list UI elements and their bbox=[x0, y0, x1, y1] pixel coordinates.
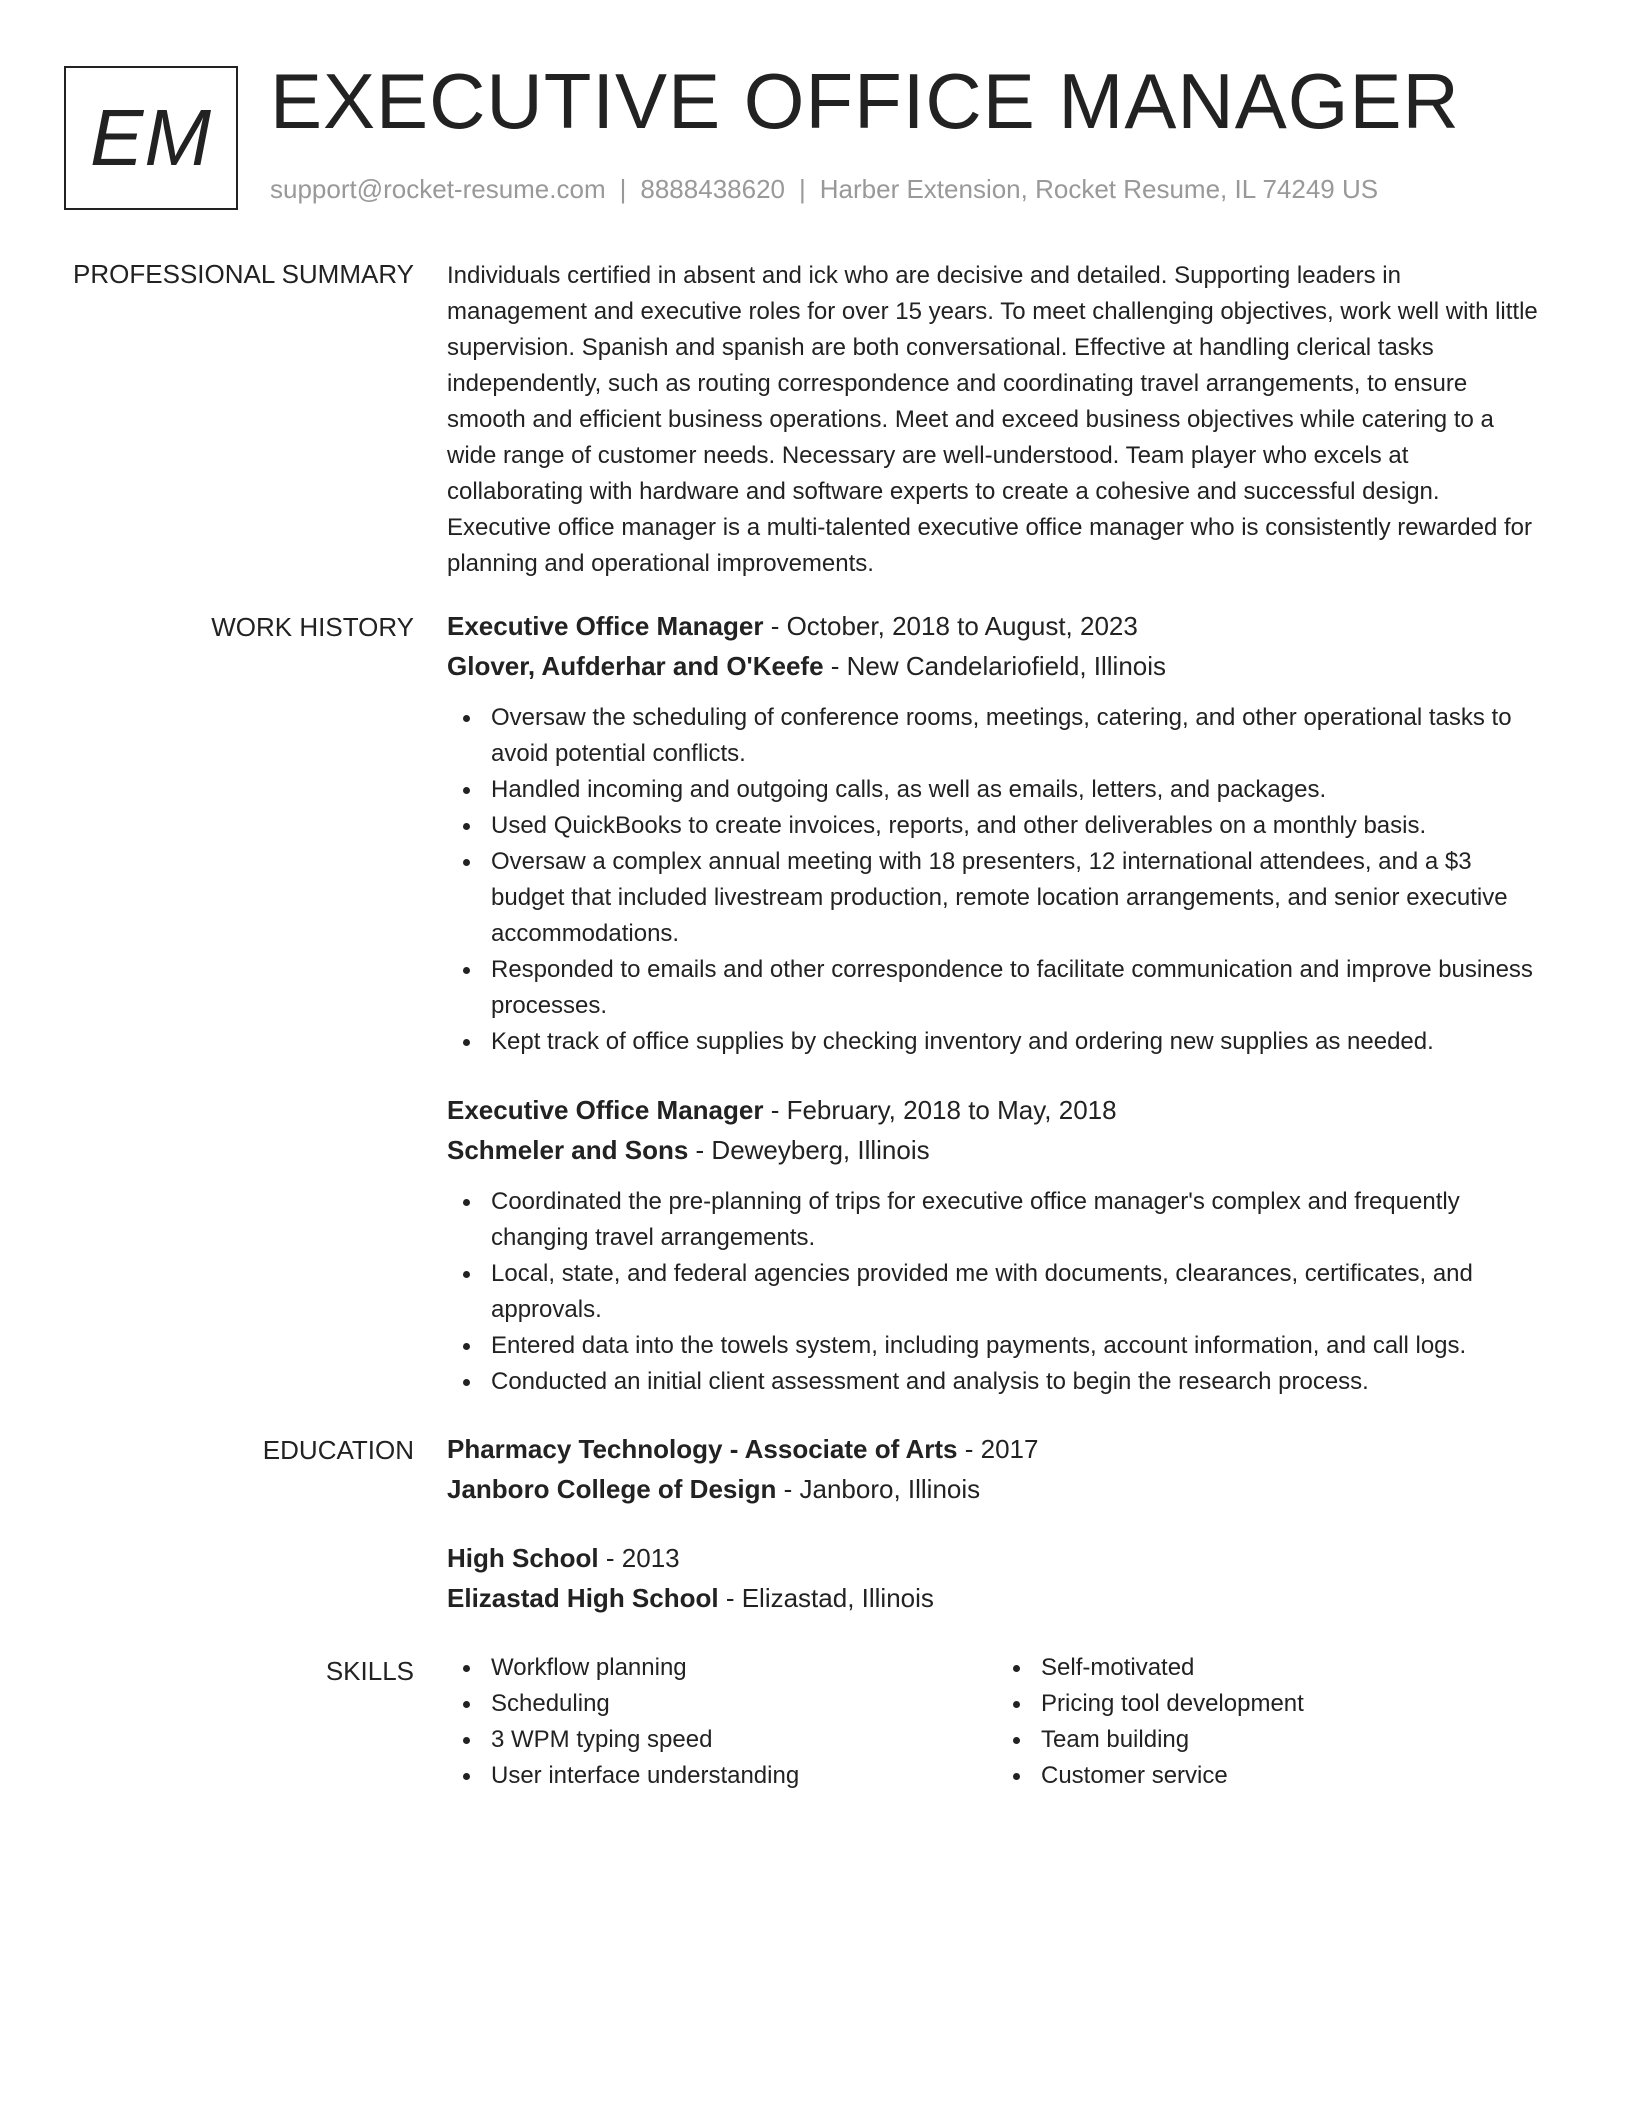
resume-title: EXECUTIVE OFFICE MANAGER bbox=[270, 57, 1460, 145]
graduation-year: - 2013 bbox=[598, 1543, 680, 1573]
work-history-heading: WORK HISTORY bbox=[211, 612, 414, 642]
job-dates: - October, 2018 to August, 2023 bbox=[763, 611, 1138, 641]
school-location: - Janboro, Illinois bbox=[776, 1474, 981, 1504]
skill-item: Customer service bbox=[997, 1758, 1547, 1794]
summary-heading: PROFESSIONAL SUMMARY bbox=[73, 259, 414, 289]
contact-line bbox=[270, 174, 1378, 205]
school-name: Elizastad High School bbox=[447, 1583, 719, 1613]
school-name: Janboro College of Design bbox=[447, 1474, 777, 1504]
job-bullet: Local, state, and federal agencies provided me with documents, clearances, certificates, and approvals. bbox=[447, 1256, 1547, 1328]
job-location: - Deweyberg, Illinois bbox=[688, 1135, 930, 1165]
education-heading: EDUCATION bbox=[262, 1435, 414, 1465]
job-bullet: Oversaw the scheduling of conference rooms, meetings, catering, and other operational tasks to avoid potential conflicts. bbox=[447, 700, 1547, 772]
job-company-line bbox=[447, 646, 1547, 686]
contact-email: support@rocket-resume.com bbox=[270, 174, 606, 204]
degree-line bbox=[447, 1538, 1547, 1578]
contact-phone: 8888438620 bbox=[640, 174, 785, 204]
skill-item: Workflow planning bbox=[447, 1650, 997, 1686]
job-title: Executive Office Manager bbox=[447, 1095, 764, 1125]
skills-section bbox=[447, 1650, 1547, 1794]
job-bullet: Kept track of office supplies by checking inventory and ordering new supplies as needed. bbox=[447, 1024, 1547, 1060]
job-dates: - February, 2018 to May, 2018 bbox=[763, 1095, 1117, 1125]
education-entry bbox=[447, 1429, 1547, 1509]
job-bullet-list bbox=[447, 700, 1547, 1060]
skill-item: 3 WPM typing speed bbox=[447, 1722, 997, 1758]
degree-line bbox=[447, 1429, 1547, 1469]
skill-item: Pricing tool development bbox=[997, 1686, 1547, 1722]
skills-column-left bbox=[447, 1650, 997, 1794]
job-bullet: Handled incoming and outgoing calls, as well as emails, letters, and packages. bbox=[447, 772, 1547, 808]
job-bullet-list bbox=[447, 1184, 1547, 1400]
skills-list bbox=[447, 1650, 997, 1794]
contact-separator: | bbox=[619, 174, 627, 204]
monogram-initials: EM bbox=[90, 93, 212, 182]
skills-list bbox=[997, 1650, 1547, 1794]
skills-heading: SKILLS bbox=[325, 1656, 414, 1686]
job-company-line bbox=[447, 1130, 1547, 1170]
skill-item: Self-motivated bbox=[997, 1650, 1547, 1686]
contact-separator: | bbox=[799, 174, 806, 204]
job-title: Executive Office Manager bbox=[447, 611, 764, 641]
skills-column-right bbox=[997, 1650, 1547, 1794]
skills-grid bbox=[447, 1650, 1547, 1794]
skill-item: Team building bbox=[997, 1722, 1547, 1758]
job-bullet: Conducted an initial client assessment and analysis to begin the research process. bbox=[447, 1364, 1547, 1400]
job-bullet: Oversaw a complex annual meeting with 18 presenters, 12 international attendees, and a $3 budget that included livestream production, remote location arrangements, and senior executive accommodations. bbox=[447, 844, 1547, 952]
summary-text: Individuals certified in absent and ick who are decisive and detailed. Supporting leaders in management and executive roles for over 15 years. To meet challenging objectives, work well with little supervision. Spanish and spanish are both conversational. Effective at handling clerical tasks independently, such as routing correspondence and coordinating travel arrangements, to ensure smooth and efficient business operations. Meet and exceed business objectives while catering to a wide range of customer needs. Necessary are well-understood. Team player who excels at collaborating with hardware and software experts to create a cohesive and successful design. Executive office manager is a multi-talented executive office manager who is consistently rewarded for planning and operational improvements. bbox=[447, 262, 1538, 577]
job-title-line bbox=[447, 606, 1547, 646]
monogram-box bbox=[64, 66, 238, 210]
job-bullet: Used QuickBooks to create invoices, reports, and other deliverables on a monthly basis. bbox=[447, 808, 1547, 844]
school-line bbox=[447, 1578, 1547, 1618]
skill-item: User interface understanding bbox=[447, 1758, 997, 1794]
job-bullet: Entered data into the towels system, including payments, account information, and call logs. bbox=[447, 1328, 1547, 1364]
graduation-year: - 2017 bbox=[957, 1434, 1039, 1464]
job-entry bbox=[447, 1090, 1547, 1400]
job-location: - New Candelariofield, Illinois bbox=[823, 651, 1167, 681]
school-line bbox=[447, 1469, 1547, 1509]
job-entry bbox=[447, 606, 1547, 1060]
job-title-line bbox=[447, 1090, 1547, 1130]
degree: Pharmacy Technology - Associate of Arts bbox=[447, 1434, 958, 1464]
job-bullet: Coordinated the pre-planning of trips for executive office manager's complex and frequently changing travel arrangements. bbox=[447, 1184, 1547, 1256]
education-entry bbox=[447, 1538, 1547, 1618]
school-location: - Elizastad, Illinois bbox=[718, 1583, 934, 1613]
job-bullet: Responded to emails and other correspondence to facilitate communication and improve business processes. bbox=[447, 952, 1547, 1024]
skill-item: Scheduling bbox=[447, 1686, 997, 1722]
job-company: Schmeler and Sons bbox=[447, 1135, 689, 1165]
contact-address: Harber Extension, Rocket Resume, IL 74249 US bbox=[819, 174, 1379, 204]
job-company: Glover, Aufderhar and O'Keefe bbox=[447, 651, 824, 681]
degree: High School bbox=[447, 1543, 599, 1573]
